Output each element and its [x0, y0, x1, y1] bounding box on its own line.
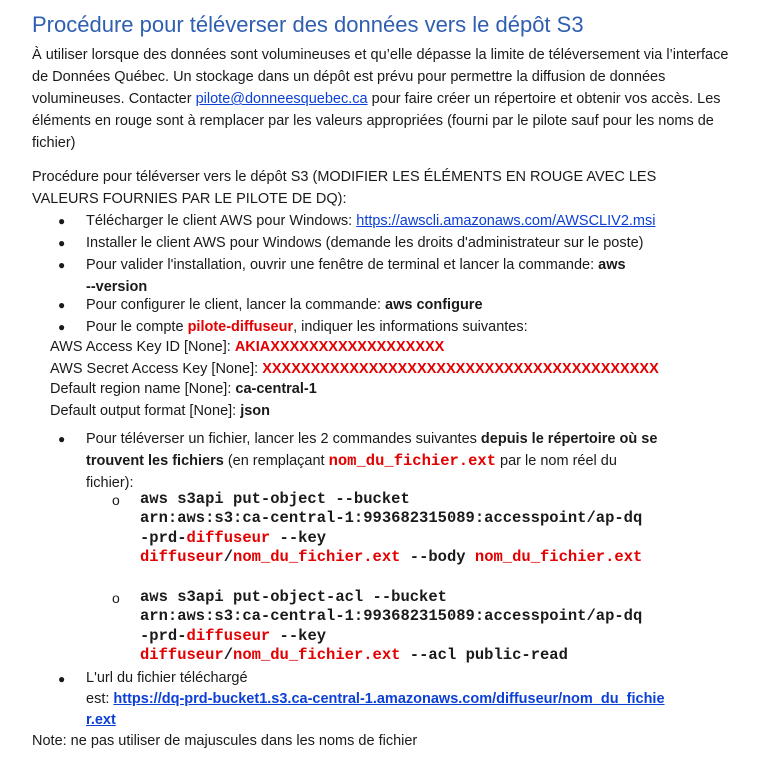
- intro-text-1: À utiliser lorsque des données sont volumineuses et qu’elle dépasse la limite de téléversement via l’interface de Données Québec. Un stockage dans un dépôt est prévu pour permettre la diffusion de données volumineuses. Contacter: [32, 47, 729, 107]
- cmd1-line-1: aws s3api put-object --bucket: [140, 490, 410, 508]
- bullet-marker: ●: [58, 258, 66, 272]
- bullet-marker: ●: [58, 672, 66, 686]
- upload-text-4: fichier):: [86, 475, 134, 491]
- cmd2-l3a: -prd-: [140, 626, 187, 645]
- file-url-link[interactable]: https://dq-prd-bucket1.s3.ca-central-1.amazonaws.com/diffuseur/nom_du_fichie: [113, 691, 665, 707]
- validate-command-flag: --version: [86, 279, 148, 295]
- cmd1-line-4: [140, 548, 720, 567]
- cmd2-l4c: nom_du_fichier.ext: [233, 645, 401, 664]
- sub-bullet-marker: o: [112, 590, 120, 606]
- config-secret-key: [50, 358, 659, 380]
- procedure-heading: Procédure pour téléverser vers le dépôt S3 (MODIFIER LES ÉLÉMENTS EN ROUGE AVEC LES VALEURS FOURNIES PAR LE PILOTE DE DQ):: [32, 169, 657, 207]
- step-url: [86, 668, 706, 731]
- cmd1-l3a: -prd-: [140, 528, 187, 547]
- step-download-text: Télécharger le client AWS pour Windows:: [86, 213, 357, 229]
- step-upload: [86, 428, 696, 494]
- step-configure-text: Pour configurer le client, lancer la commande:: [86, 297, 386, 313]
- cmd2-line-1: aws s3api put-object-acl --bucket: [140, 588, 447, 606]
- cmd2-l4a: diffuseur: [140, 645, 224, 664]
- step-account: [86, 316, 706, 338]
- page-title: Procédure pour téléverser des données vers le dépôt S3: [32, 12, 584, 37]
- step-configure: [86, 294, 706, 316]
- step-download: [86, 210, 706, 232]
- cmd2-l3c: --key: [270, 626, 327, 645]
- cmd1-l4a: diffuseur: [140, 547, 224, 566]
- account-name: pilote-diffuseur: [187, 319, 294, 335]
- upload-text-1: Pour téléverser un fichier, lancer les 2 commandes suivantes: [86, 431, 481, 447]
- step-account-text-2: , indiquer les informations suivantes:: [293, 319, 528, 335]
- validate-command: aws: [598, 257, 626, 273]
- url-text-2: est:: [86, 691, 114, 707]
- file-url-link-continued[interactable]: r.ext: [86, 712, 116, 728]
- cmd2-l3b: diffuseur: [186, 626, 271, 645]
- step-install: Installer le client AWS pour Windows (demande les droits d'administrateur sur le poste): [86, 235, 644, 251]
- intro-text-2: pour faire créer un répertoire et obtenir vos accès. Les éléments en rouge sont à remplacer par les valeurs appropriées (fourni par le pilote sauf pour les noms de fichier): [32, 91, 721, 151]
- output-label: Default output format [None]:: [50, 403, 241, 419]
- upload-text-2: (en remplaçant: [223, 453, 329, 469]
- command-put-object: [140, 490, 720, 567]
- aws-cli-download-link[interactable]: https://awscli.amazonaws.com/AWSCLIV2.msi: [356, 213, 656, 229]
- sub-bullet-marker: o: [112, 492, 120, 508]
- config-access-key: [50, 336, 444, 358]
- access-key-value: AKIAXXXXXXXXXXXXXXXXXX: [234, 339, 445, 355]
- bullet-marker: ●: [58, 236, 66, 250]
- upload-text-3: par le nom réel du: [496, 453, 617, 469]
- region-value: ca-central-1: [235, 381, 317, 397]
- configure-command: aws configure: [385, 297, 483, 313]
- step-account-text-1: Pour le compte: [86, 319, 188, 335]
- region-label: Default region name [None]:: [50, 381, 236, 397]
- secret-key-value: XXXXXXXXXXXXXXXXXXXXXXXXXXXXXXXXXXXXXXXXX: [262, 361, 659, 377]
- note: Note: ne pas utiliser de majuscules dans les noms de fichier: [32, 733, 418, 749]
- bullet-marker: ●: [58, 432, 66, 446]
- intro-paragraph: [32, 44, 737, 154]
- output-value: json: [240, 403, 271, 419]
- email-link[interactable]: pilote@donneesquebec.ca: [195, 91, 368, 107]
- cmd1-l4d: --body: [400, 547, 475, 566]
- cmd2-line-4: [140, 646, 720, 665]
- cmd1-l3b: diffuseur: [186, 528, 271, 547]
- cmd2-line-2: arn:aws:s3:ca-central-1:993682315089:accesspoint/ap-dq: [140, 607, 643, 626]
- upload-bold-2: trouvent les fichiers: [86, 453, 224, 469]
- cmd1-l4e: nom_du_fichier.ext: [474, 547, 643, 566]
- bullet-marker: ●: [58, 298, 66, 312]
- upload-filename: nom_du_fichier.ext: [328, 452, 497, 470]
- cmd1-line-2: arn:aws:s3:ca-central-1:993682315089:accesspoint/ap-dq: [140, 509, 643, 528]
- command-put-object-acl: [140, 588, 720, 665]
- cmd1-l4c: nom_du_fichier.ext: [233, 547, 401, 566]
- bullet-marker: ●: [58, 320, 66, 334]
- cmd2-l4d: --acl public-read: [400, 645, 568, 664]
- secret-key-label: AWS Secret Access Key [None]:: [50, 361, 263, 377]
- cmd2-line-3: [140, 627, 720, 646]
- config-region: [50, 378, 317, 400]
- step-validate-text: Pour valider l'installation, ouvrir une fenêtre de terminal et lancer la commande:: [86, 257, 599, 273]
- upload-bold-1: depuis le répertoire où se: [480, 431, 658, 447]
- bullet-marker: ●: [58, 214, 66, 228]
- cmd1-line-3: [140, 529, 720, 548]
- cmd1-l3c: --key: [270, 528, 327, 547]
- step-validate: [86, 254, 706, 298]
- cmd1-l4b: /: [223, 547, 234, 566]
- access-key-label: AWS Access Key ID [None]:: [50, 339, 235, 355]
- config-output: [50, 400, 270, 422]
- cmd2-l4b: /: [223, 645, 234, 664]
- url-text-1: L'url du fichier téléchargé: [86, 670, 248, 686]
